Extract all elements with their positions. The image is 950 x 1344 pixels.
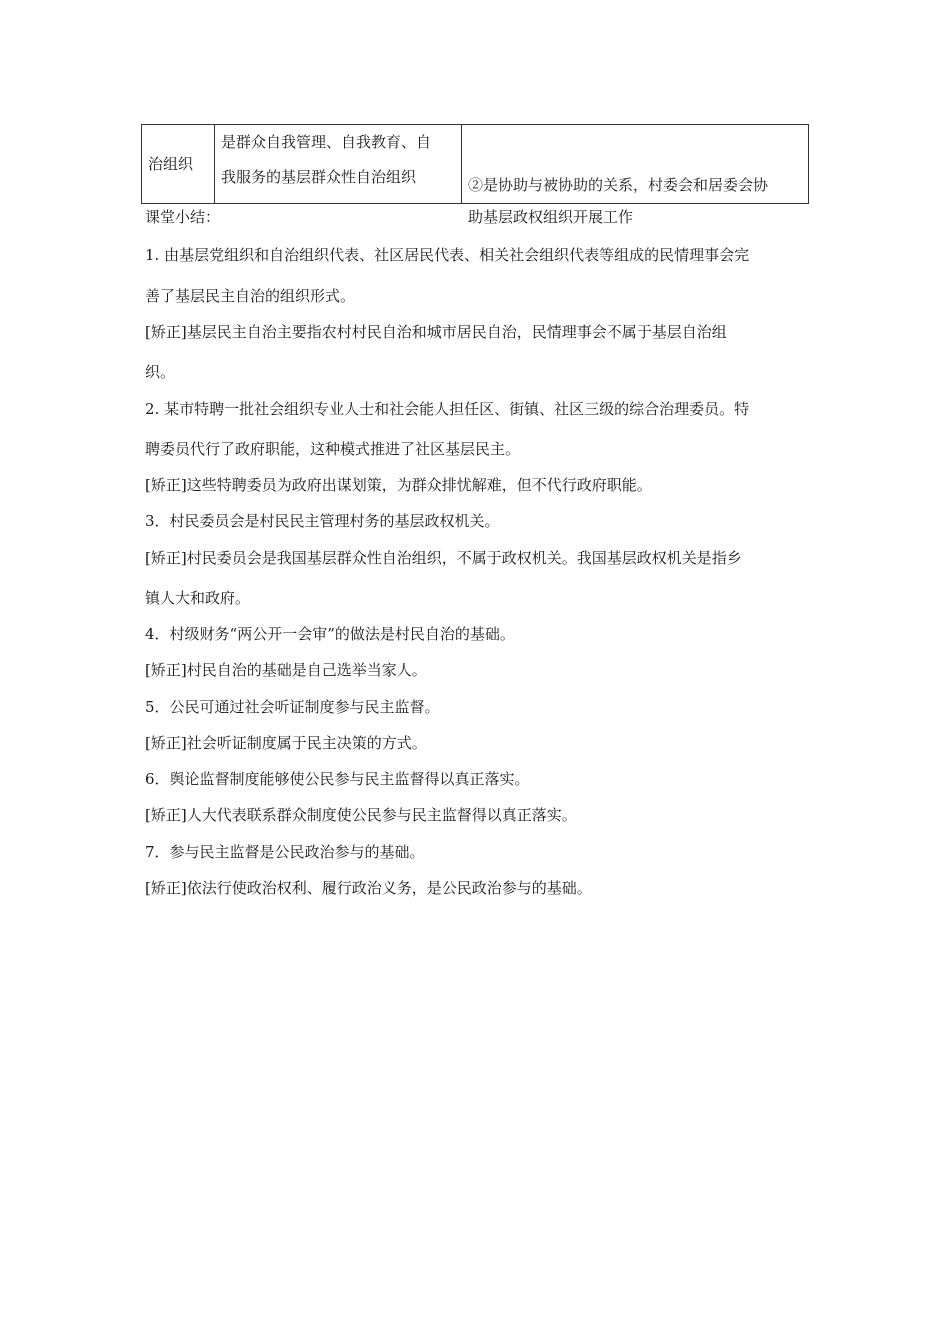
- correction-line: [矫正]村民委员会是我国基层群众性自治组织，不属于政权机关。我国基层政权机关是指乡: [145, 549, 742, 567]
- text-line: 善了基层民主自治的组织形式。: [145, 287, 356, 305]
- table-cell-middle-line1: 是群众自我管理、自我教育、自: [221, 133, 432, 151]
- correction-line: [矫正]依法行使政治权利、履行政治义务，是公民政治参与的基础。: [145, 879, 592, 897]
- text-line: 2. 某市特聘一批社会组织专业人士和社会能人担任区、街镇、社区三级的综合治理委员。特: [145, 400, 750, 418]
- text-line: 7．参与民主监督是公民政治参与的基础。: [145, 843, 425, 861]
- text-line: 5．公民可通过社会听证制度参与民主监督。: [145, 698, 440, 716]
- text-line: 聘委员代行了政府职能，这种模式推进了社区基层民主。: [145, 440, 521, 458]
- text-line: 3．村民委员会是村民民主管理村务的基层政权机关。: [145, 512, 500, 530]
- table-continuation-text: 助基层政权组织开展工作: [468, 208, 634, 226]
- correction-line: [矫正]人大代表联系群众制度使公民参与民主监督得以真正落实。: [145, 806, 577, 824]
- correction-line: [矫正]社会听证制度属于民主决策的方式。: [145, 734, 427, 752]
- correction-line: [矫正]这些特聘委员为政府出谋划策，为群众排忧解难，但不代行政府职能。: [145, 476, 652, 494]
- text-line: 6．舆论监督制度能够使公民参与民主监督得以真正落实。: [145, 770, 530, 788]
- comparison-table-fragment: [141, 124, 809, 204]
- summary-heading: 课堂小结：: [145, 208, 221, 226]
- correction-line: 织。: [145, 363, 176, 381]
- table-cell-middle: [215, 125, 462, 204]
- text-line: 4．村级财务“两公开一会审”的做法是村民自治的基础。: [145, 625, 515, 643]
- table-row: [142, 125, 809, 204]
- table-cell-middle-line2: 我服务的基层群众性自治组织: [221, 168, 417, 186]
- table-cell-label: 治组织: [142, 125, 215, 204]
- correction-line: [矫正]基层民主自治主要指农村村民自治和城市居民自治，民情理事会不属于基层自治组: [145, 323, 727, 341]
- text-line: 1. 由基层党组织和自治组织代表、社区居民代表、相关社会组织代表等组成的民情理事会完: [145, 246, 750, 264]
- table-cell-right: ②是协助与被协助的关系，村委会和居委会协: [462, 125, 809, 204]
- correction-line: [矫正]村民自治的基础是自己选举当家人。: [145, 661, 427, 679]
- correction-line: 镇人大和政府。: [145, 589, 251, 607]
